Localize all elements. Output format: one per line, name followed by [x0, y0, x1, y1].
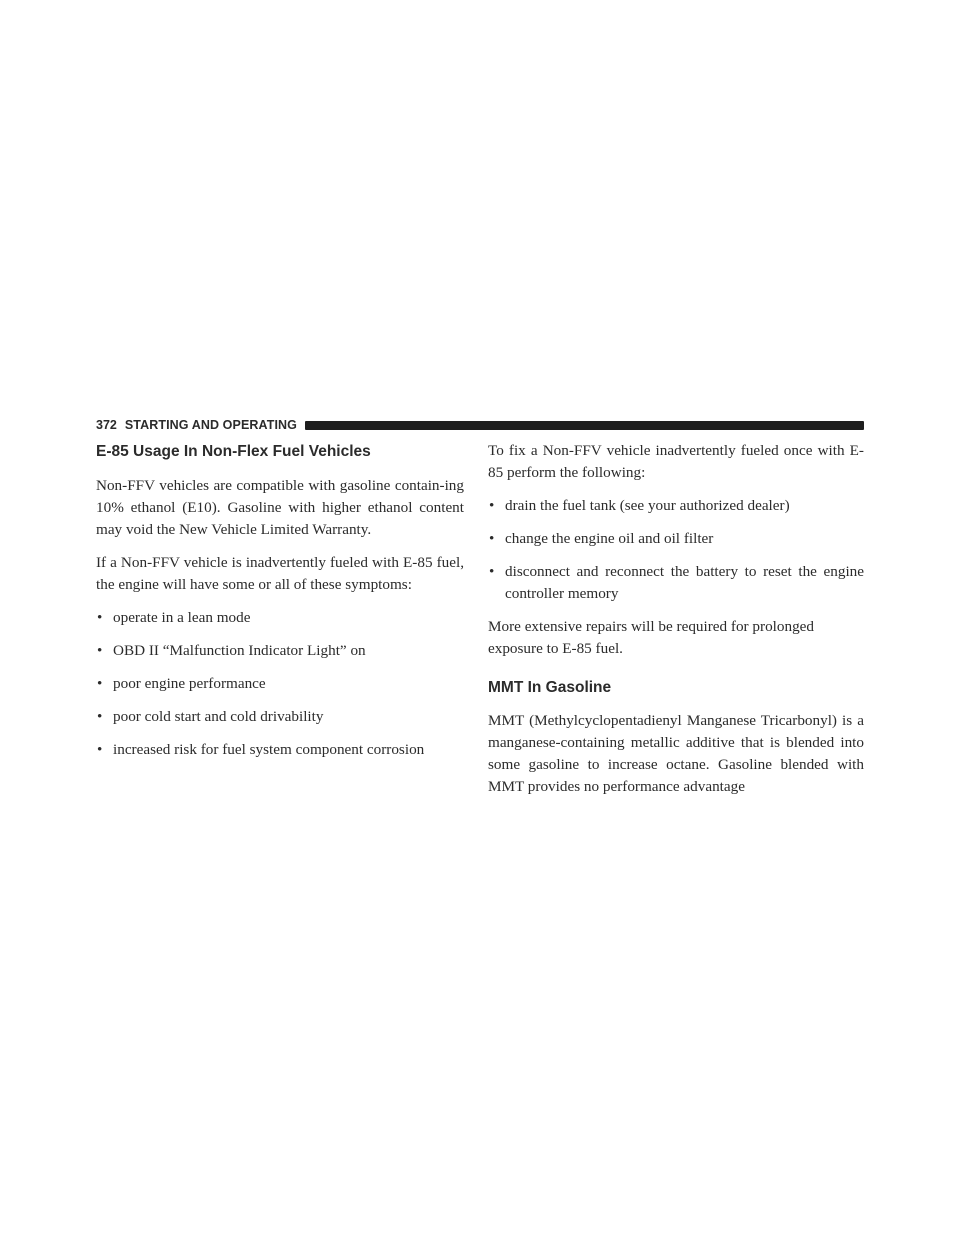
list-item: [96, 640, 464, 662]
header-rule: [305, 421, 864, 430]
bullet-icon: •: [97, 609, 103, 626]
bullet-icon: •: [489, 530, 495, 547]
bullet-icon: •: [489, 563, 495, 580]
list-item-text: increased risk for fuel system component corrosion: [113, 741, 425, 758]
section-title: STARTING AND OPERATING: [124, 418, 297, 432]
page-number: 372: [96, 418, 117, 432]
bullet-icon: •: [97, 642, 103, 659]
paragraph-prolonged-exposure: More extensive repairs will be required for prolonged exposure to E-85 fuel.: [488, 618, 814, 657]
list-item-text: poor cold start and cold drivability: [113, 708, 324, 725]
bullet-icon: •: [489, 497, 495, 514]
list-item-text: poor engine performance: [113, 675, 266, 692]
bullet-icon: •: [97, 708, 103, 725]
paragraph-fix-intro: To fix a Non-FFV vehicle inadvertently fueled once with E-85 perform the following:: [488, 442, 864, 481]
list-item: [488, 528, 864, 550]
bullet-icon: •: [97, 741, 103, 758]
list-item-text: OBD II “Malfunction Indicator Light” on: [113, 642, 366, 659]
heading-mmt-gasoline: MMT In Gasoline: [488, 679, 612, 696]
list-item: [96, 706, 464, 728]
paragraph-mmt-description: MMT (Methylcyclopentadienyl Manganese Tricarbonyl) is a manganese-containing metallic additive that is blended into some gasoline to increase octane. Gasoline blended with MMT provides no performance advantage: [488, 712, 864, 795]
paragraph-symptoms-intro: If a Non-FFV vehicle is inadvertently fueled with E-85 fuel, the engine will have some or all of these symptoms:: [96, 554, 464, 593]
list-item-text: disconnect and reconnect the battery to reset the engine controller memory: [505, 563, 864, 602]
list-item: [96, 673, 464, 695]
bullet-icon: •: [97, 675, 103, 692]
list-item-text: drain the fuel tank (see your authorized dealer): [505, 497, 790, 514]
list-item: [488, 561, 864, 605]
list-item-text: change the engine oil and oil filter: [505, 530, 714, 547]
symptoms-list: [96, 607, 464, 761]
fix-steps-list: [488, 495, 864, 605]
left-column: [96, 440, 464, 772]
list-item: [96, 739, 464, 761]
page-header: [96, 416, 864, 434]
list-item: [96, 607, 464, 629]
list-item-text: operate in a lean mode: [113, 609, 251, 626]
heading-e85-usage: E-85 Usage In Non-Flex Fuel Vehicles: [96, 443, 371, 460]
right-column: [488, 440, 864, 809]
paragraph-compatibility: Non-FFV vehicles are compatible with gasoline contain-ing 10% ethanol (E10). Gasoline with higher ethanol content may void the New Vehicle Limited Warranty.: [96, 477, 464, 538]
list-item: [488, 495, 864, 517]
